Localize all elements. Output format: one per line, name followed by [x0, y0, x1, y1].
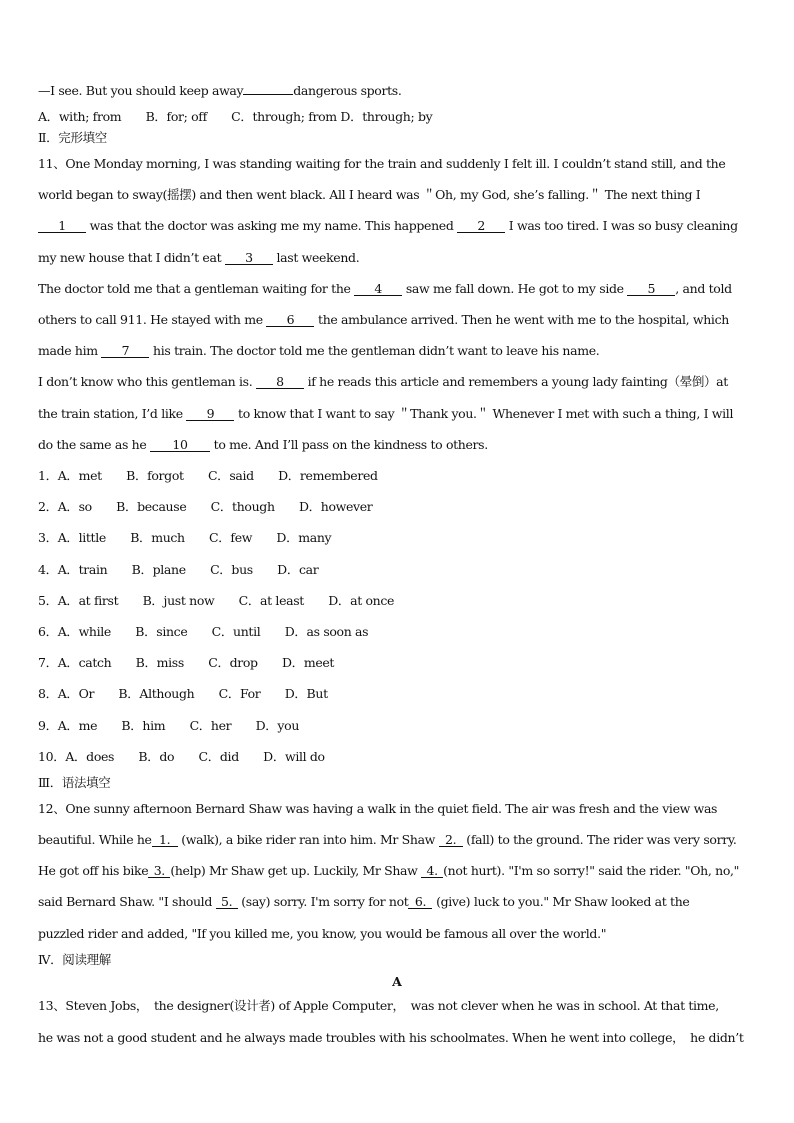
cloze-line-5: The doctor told me that a gentleman waiting for the 4 saw me fall down. He got to my side 5 , and told: [38, 281, 732, 296]
blank-10: 10: [150, 438, 210, 452]
grammar-line-2: beautiful. While he 1. (walk), a bike rider ran into him. Mr Shaw 2. (fall) to the ground. The rider was very sorry.: [38, 832, 737, 847]
question-7: 7．A．catch B．miss C．drop D．meet: [38, 655, 335, 670]
blank-3: 3: [225, 251, 273, 265]
grammar-line-4: said Bernard Shaw. "I should 5. (say) sorry. I'm sorry for not 6. (give) luck to you." Mr Shaw looked at the: [38, 894, 690, 909]
blank-9: 9: [186, 407, 234, 421]
blank-5: 5: [627, 282, 675, 296]
question-8: 8．A．Or B．Although C．For D．But: [38, 686, 328, 701]
cloze-line-1: 11、One Monday morning, I was standing waiting for the train and suddenly I felt ill. I couldn’t stand still, and the: [38, 156, 726, 171]
question-5: 5．A．at first B．just now C．at least D．at once: [38, 593, 395, 608]
reading-line-2: he was not a good student and he always made troubles with his schoolmates. When he went into college， he didn’t: [38, 1030, 744, 1045]
grammar-blank-5: 5.: [216, 895, 238, 909]
question-4: 4．A．train B．plane C．bus D．car: [38, 562, 319, 577]
blank-8: 8: [256, 375, 304, 389]
question-10: 10．A．does B．do C．did D．will do: [38, 749, 325, 764]
grammar-blank-4: 4.: [421, 864, 443, 878]
prev-question-line: —I see. But you should keep away dangerous sports.: [38, 83, 402, 98]
reading-line-1: 13、Steven Jobs， the designer(设计者) of Apple Computer， was not clever when he was in school. At that time,: [38, 998, 719, 1013]
blank-1: 1: [38, 219, 86, 233]
passage-label: A: [392, 974, 402, 989]
cloze-line-6: others to call 911. He stayed with me 6 the ambulance arrived. Then he went with me to the hospital, which: [38, 312, 729, 327]
blank-6: 6: [266, 313, 314, 327]
section-title-cloze: Ⅱ．完形填空: [38, 130, 107, 145]
question-6: 6．A．while B．since C．until D．as soon as: [38, 624, 369, 639]
blank-7: 7: [101, 344, 149, 358]
prev-question-options: A．with; from B．for; off C．through; from D．through; by: [38, 109, 433, 124]
grammar-line-1: 12、One sunny afternoon Bernard Shaw was having a walk in the quiet field. The air was fresh and the view was: [38, 801, 718, 816]
blank: [243, 94, 293, 95]
cloze-line-10: do the same as he 10 to me. And I’ll pass on the kindness to others.: [38, 437, 488, 452]
cloze-line-8: I don’t know who this gentleman is. 8 if he reads this article and remembers a young lady fainting（晕倒）at: [38, 374, 728, 389]
section-title-reading: Ⅳ．阅读理解: [38, 952, 111, 967]
grammar-blank-3: 3.: [148, 864, 170, 878]
cloze-line-2: world began to sway(摇摆) and then went black. All I heard was ＂Oh, my God, she’s falling.＂ The next thing I: [38, 187, 701, 202]
blank-4: 4: [354, 282, 402, 296]
question-3: 3．A．little B．much C．few D．many: [38, 530, 332, 545]
blank-2: 2: [457, 219, 505, 233]
grammar-blank-2: 2.: [439, 833, 463, 847]
cloze-line-9: the train station, I’d like 9 to know that I want to say ＂Thank you.＂ Whenever I met with such a thing, I will: [38, 406, 734, 421]
question-2: 2．A．so B．because C．though D．however: [38, 499, 373, 514]
cloze-line-4: my new house that I didn’t eat 3 last weekend.: [38, 250, 360, 265]
grammar-blank-1: 1.: [152, 833, 178, 847]
question-1: 1．A．met B．forgot C．said D．remembered: [38, 468, 378, 483]
grammar-line-3: He got off his bike 3. (help) Mr Shaw get up. Luckily, Mr Shaw 4. (not hurt). "I'm so sorry!" said the rider. "Oh, no,": [38, 863, 740, 878]
section-title-grammar: Ⅲ．语法填空: [38, 775, 111, 790]
cloze-line-7: made him 7 his train. The doctor told me the gentleman didn’t want to leave his name.: [38, 343, 600, 358]
grammar-line-5: puzzled rider and added, "If you killed me, you know, you would be famous all over the world.": [38, 926, 607, 941]
grammar-blank-6: 6.: [408, 895, 432, 909]
question-9: 9．A．me B．him C．her D．you: [38, 718, 300, 733]
cloze-line-3: 1 was that the doctor was asking me my name. This happened 2 I was too tired. I was so busy cleaning: [38, 218, 738, 234]
